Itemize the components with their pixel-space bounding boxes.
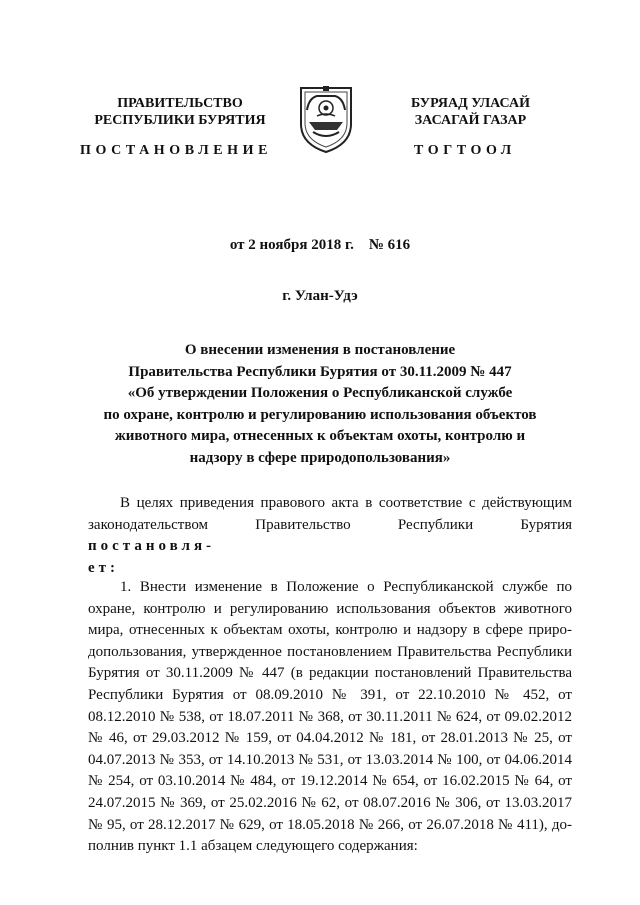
doc-type-russian: ПОСТАНОВЛЕНИЕ <box>80 143 273 158</box>
date-and-number: от 2 ноября 2018 г. № 616 <box>229 237 411 253</box>
org-name-buryat-line-2: ЗАСАГАЙ ГАЗАР <box>414 113 527 128</box>
title-line: О внесении изменения в постановление <box>184 342 456 358</box>
title-line: Правительства Республики Бурятия от 30.11.2009 № 447 <box>128 363 512 380</box>
title-line: животного мира, отнесенных к объектам охоты, контролю и <box>114 428 526 444</box>
org-name-line-1: ПРАВИТЕЛЬСТВО <box>117 96 243 111</box>
preamble-paragraph <box>88 493 572 579</box>
preamble-emphasis: постановля- <box>88 538 216 555</box>
item-1-paragraph: 1. Внести изменение в Положение о Республиканской службе по охране, контролю и регулированию использования объектов животного мира, отнесенных к объектам охоты, контролю и надзору в сфере природопользования, утвержденное постановлением Правительства Республики Бурятия от 30.11.2009 № 447 (в редакции постановлений Правительства Республики Бурятия от 08.09.2010 № 391, от 22.10.2010 № 452, от 08.12.2010 № 538, от 18.07.2011 № 368, от 30.11.2011 № 624, от 09.02.2012 № 46, от 29.03.2012 № 159, от 04.04.2012 № 181, от 28.01.2013 № 25, от 04.07.2013 № 353, от 14.10.2013 № 531, от 13.03.2014 № 100, от 04.06.2014 № 254, от 03.10.2014 № 484, от 19.12.2014 № 654, от 16.02.2015 № 64, от 24.07.2015 № 369, от 25.02.2016 № 62, от 08.07.2016 № 306, от 13.03.2017 № 95, от 28.12.2017 № 629, от 18.05.2018 № 266, от 26.07.2018 № 411), дополнив пункт 1.1 абзацем следующего содержания: <box>88 579 572 855</box>
org-name-line-2: РЕСПУБЛИКИ БУРЯТИЯ <box>94 113 266 128</box>
coat-of-arms-icon <box>297 82 355 154</box>
title-line: «Об утверждении Положения о Республиканской службе <box>127 385 513 401</box>
preamble-emphasis-tail: ет: <box>88 559 120 576</box>
preamble-text: В целях приведения правового акта в соответствие с действующим законодательством Правительство Республики Бурятия <box>88 495 572 533</box>
title-line: по охране, контролю и регулированию использования объектов <box>103 406 537 423</box>
org-name-buryat-line-1: БУРЯАД УЛАСАЙ <box>411 96 530 111</box>
org-name-russian <box>70 95 290 129</box>
document-title <box>60 340 580 469</box>
city: г. Улан-Удэ <box>282 288 358 304</box>
org-name-buryat <box>373 95 568 129</box>
doc-type-buryat: ТОГТООЛ <box>414 143 516 158</box>
title-line: надзору в сфере природопользования» <box>189 449 451 466</box>
